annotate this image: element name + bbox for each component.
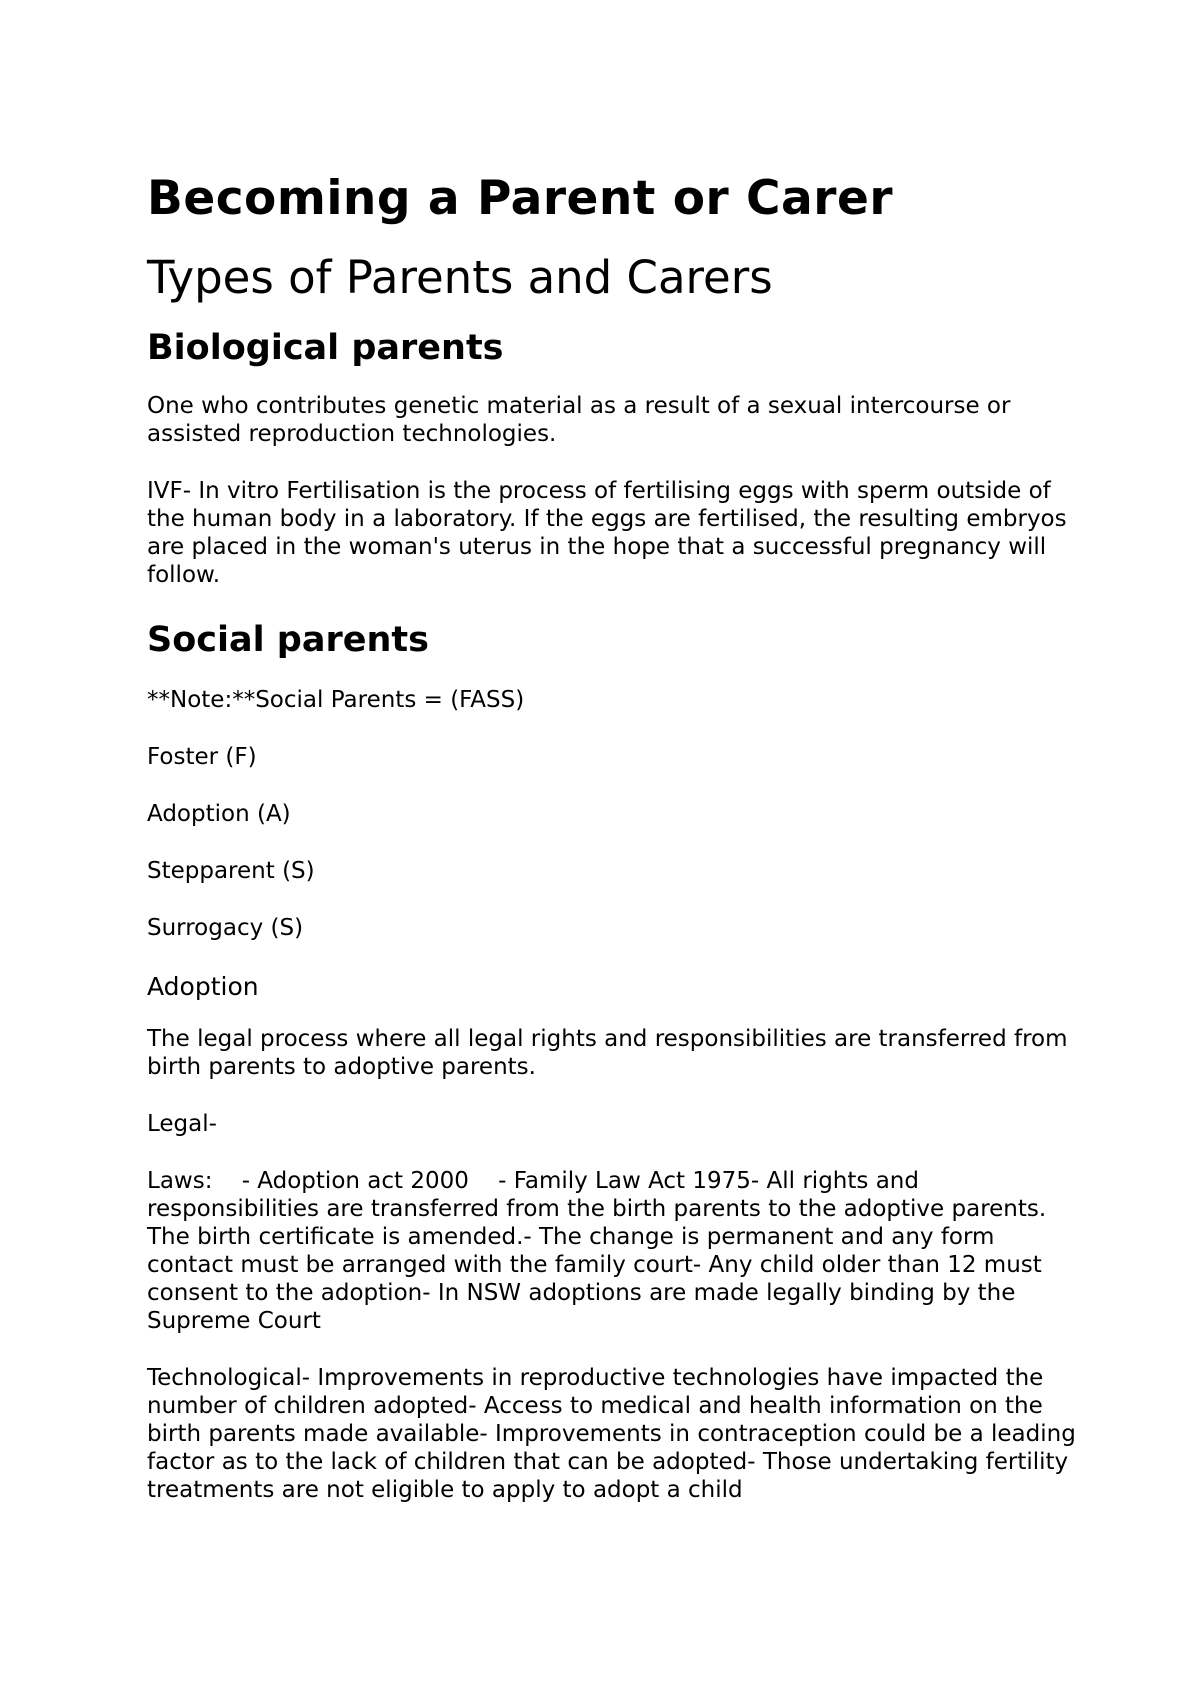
social-item-adoption: Adoption (A) bbox=[147, 801, 291, 827]
document-title: Becoming a Parent or Carer bbox=[147, 171, 893, 226]
heading-social-parents: Social parents bbox=[147, 620, 429, 660]
heading-adoption: Adoption bbox=[147, 972, 259, 1001]
social-item-foster: Foster (F) bbox=[147, 744, 257, 770]
social-item-surrogacy: Surrogacy (S) bbox=[147, 915, 304, 941]
adoption-legal-label: Legal- bbox=[147, 1111, 217, 1137]
adoption-laws: Laws: - Adoption act 2000 - Family Law Act 1975- All rights and responsibilities are transferred from the birth parents to the adoptive parents. The birth certificate is amended.- The change is permanent and any form contact must be arranged with the family court- Any child older than 12 must consent to the adoption- In NSW adoptions are made legally binding by the Supreme Court bbox=[147, 1168, 1054, 1334]
ivf-paragraph: IVF- In vitro Fertilisation is the process of fertilising eggs with sperm outside of the human body in a laboratory. If the eggs are fertilised, the resulting embryos are placed in the woman's uterus in the hope that a successful pregnancy will follow. bbox=[147, 478, 1067, 588]
document-page bbox=[147, 170, 1087, 1533]
social-note: **Note:**Social Parents = (FASS) bbox=[147, 687, 525, 713]
biological-definition: One who contributes genetic material as a result of a sexual intercourse or assisted reproduction technologies. bbox=[147, 393, 1011, 447]
heading-biological-parents: Biological parents bbox=[147, 328, 504, 368]
social-item-stepparent: Stepparent (S) bbox=[147, 858, 315, 884]
document-subtitle: Types of Parents and Carers bbox=[147, 251, 773, 304]
adoption-definition: The legal process where all legal rights and responsibilities are transferred from birth parents to adoptive parents. bbox=[147, 1026, 1068, 1080]
adoption-technological: Technological- Improvements in reproductive technologies have impacted the number of children adopted- Access to medical and health information on the birth parents made available- Improvements in contraception could be a leading factor as to the lack of children that can be adopted- Those undertaking fertility treatments are not eligible to apply to adopt a child bbox=[147, 1365, 1076, 1503]
